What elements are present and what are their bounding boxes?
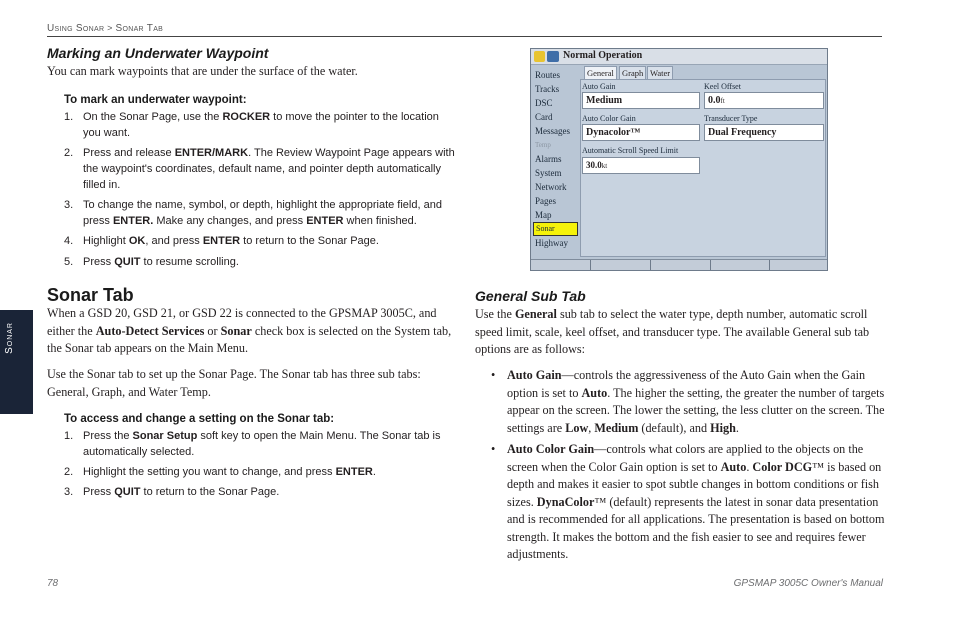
keel-offset-label: Keel Offset (704, 82, 741, 91)
list-item: 2. Press and release ENTER/MARK. The Review Waypoint Page appears with the waypoint's coordinates, default name, and pointer depth automatically filled in. (64, 147, 455, 191)
general-sub-tab-heading: General Sub Tab (475, 288, 586, 304)
general-sub-tab-intro: Use the General sub tab to select the water type, depth number, automatic scroll speed limit, scale, keel offset, and transducer type. The available General sub tab options are as follows: (475, 307, 870, 357)
list-item: 3. To change the name, symbol, or depth, highlight the appropriate field, and press ENTER. Make any changes, and press ENTER when finished. (64, 199, 442, 227)
mark-steps-list (47, 109, 457, 270)
list-item: 5. Press QUIT to resume scrolling. (64, 256, 239, 268)
breadcrumb-page: Sonar Tab (115, 23, 164, 34)
marking-waypoint-heading: Marking an Underwater Waypoint (47, 45, 269, 61)
sonar-procedure-heading: To access and change a setting on the Sonar tab: (64, 413, 335, 425)
soft-key-divider (650, 260, 651, 270)
list-item: 1. Press the Sonar Setup soft key to open the Main Menu. The Sonar tab is automatically selected. (64, 430, 441, 458)
menu-item-pages[interactable]: Pages (535, 196, 556, 206)
auto-gain-field[interactable]: Medium (582, 92, 700, 109)
menu-item-highway[interactable]: Highway (535, 238, 568, 248)
menu-item-tracks[interactable]: Tracks (535, 84, 560, 94)
menu-item-routes[interactable]: Routes (535, 70, 561, 80)
auto-gain-label: Auto Gain (582, 82, 616, 91)
device-title: Normal Operation (563, 50, 643, 61)
menu-item-network[interactable]: Network (535, 182, 567, 192)
marking-waypoint-intro: You can mark waypoints that are under the surface of the water. (47, 64, 358, 78)
scroll-speed-label: Automatic Scroll Speed Limit (582, 146, 679, 155)
device-screenshot (530, 48, 828, 271)
menu-item-sonar[interactable]: Sonar (533, 222, 578, 236)
transducer-type-field[interactable]: Dual Frequency (704, 124, 824, 141)
soft-key-divider (590, 260, 591, 270)
menu-item-system[interactable]: System (535, 168, 562, 178)
list-item: 4. Highlight OK, and press ENTER to return to the Sonar Page. (64, 235, 379, 247)
scroll-speed-field[interactable]: 30.0kt (582, 157, 700, 174)
list-item: 1. On the Sonar Page, use the ROCKER to move the pointer to the location you want. (64, 111, 439, 139)
menu-item-dsc[interactable]: DSC (535, 98, 553, 108)
info-icon (534, 51, 545, 62)
menu-item-map[interactable]: Map (535, 210, 552, 220)
device-title-bar (531, 49, 827, 65)
breadcrumb (47, 23, 163, 34)
tab-graph[interactable]: Graph (619, 66, 646, 80)
soft-key-bar (531, 259, 827, 270)
menu-item-temp[interactable]: Temp (535, 141, 551, 149)
menu-item-alarms[interactable]: Alarms (535, 154, 562, 164)
sonar-tab-paragraph-1: When a GSD 20, GSD 21, or GSD 22 is connected to the GPSMAP 3005C, and either the Auto-Detect Services or Sonar check box is selected on the System tab, the Sonar tab appears on the Main Menu. (47, 306, 452, 356)
manual-title: GPSMAP 3005C Owner's Manual (733, 578, 883, 589)
mark-procedure-heading: To mark an underwater waypoint: (64, 94, 247, 106)
keel-offset-field[interactable]: 0.0ft (704, 92, 824, 109)
list-item: 2. Highlight the setting you want to change, and press ENTER. (64, 466, 376, 478)
menu-item-card[interactable]: Card (535, 112, 553, 122)
list-item: • Auto Gain—controls the aggressiveness of the Auto Gain when the Gain option is set to Auto. The higher the setting, the greater the number of targets appear on the screen. The lower the setting, the less clutter on the screen. The settings are Low, Medium (default), and High. (491, 368, 885, 435)
general-options-list (475, 367, 885, 564)
auto-color-gain-field[interactable]: Dynacolor™ (582, 124, 700, 141)
sonar-steps-list (47, 428, 457, 500)
gps-icon (547, 51, 559, 62)
breadcrumb-separator: > (107, 23, 113, 33)
tab-water-temp[interactable]: Water (647, 66, 673, 80)
list-item: 3. Press QUIT to return to the Sonar Page. (64, 486, 280, 498)
side-section-tab-label: Sonar (4, 322, 15, 354)
device-main-menu (533, 68, 578, 250)
page-number: 78 (47, 578, 59, 589)
menu-item-messages[interactable]: Messages (535, 126, 570, 136)
sonar-tab-heading: Sonar Tab (47, 285, 134, 305)
list-item: • Auto Color Gain—controls what colors are applied to the objects on the screen when the Color Gain option is set to Auto. Color DCG™ is based on depth and makes it easier to spot subtle changes in bottom conditions or fish sizes. DynaColor™ (default) represents the latest in sonar data presentation and is recommended for all applications. The presentation is based on bottom strength. It makes the bottom and the fish easier to see and requires fewer adjustments. (491, 442, 885, 561)
soft-key-divider (769, 260, 770, 270)
breadcrumb-section: Using Sonar (47, 23, 105, 34)
auto-color-gain-label: Auto Color Gain (582, 114, 636, 123)
transducer-type-label: Transducer Type (704, 114, 758, 123)
soft-key-divider (710, 260, 711, 270)
side-section-tab (0, 310, 33, 414)
header-rule (47, 36, 882, 37)
sonar-tab-paragraph-2: Use the Sonar tab to set up the Sonar Page. The Sonar tab has three sub tabs: General, Graph, and Water Temp. (47, 367, 421, 399)
tab-general[interactable]: General (584, 66, 617, 80)
